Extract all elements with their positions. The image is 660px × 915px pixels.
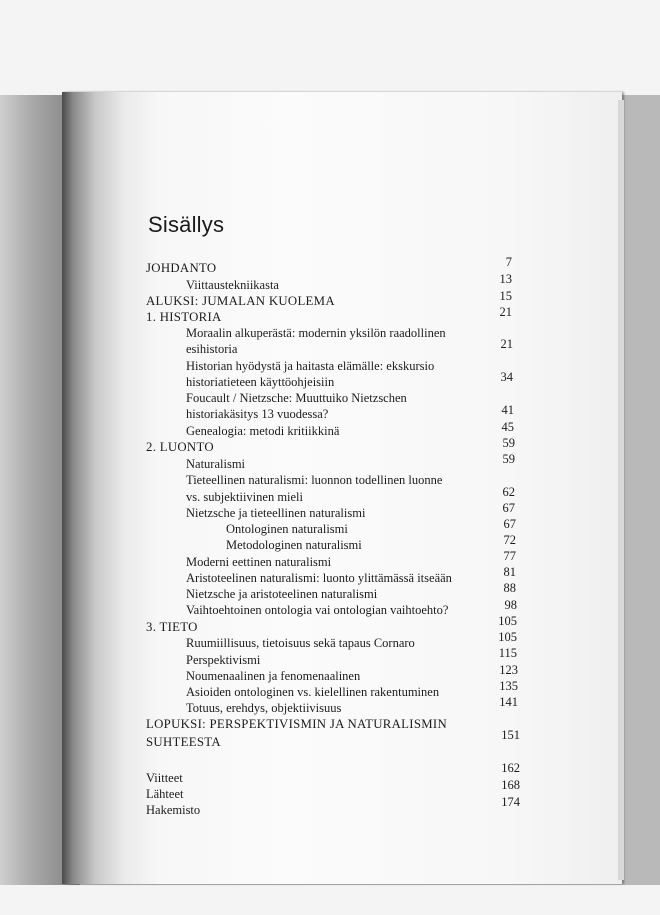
toc-entry-aluksi: ALUKSI: JUMALAN KUOLEMA bbox=[146, 294, 335, 308]
toc-entry-hakemisto: Hakemisto bbox=[146, 803, 201, 817]
toc-entry-foucault-line2: historiakäsitys 13 vuodessa? bbox=[186, 407, 329, 421]
toc-page-number: 72 bbox=[503, 533, 516, 547]
toc-entry-moraalin-line1: Moraalin alkuperästä: modernin yksilön raadollinen bbox=[186, 326, 446, 340]
toc-entry-noumenaalinen: Noumenaalinen ja fenomenaalinen bbox=[186, 669, 361, 683]
toc-entry-aristoteelinen: Aristoteelinen naturalismi: luonto ylittämässä itseään bbox=[186, 571, 452, 585]
toc-page-number: 168 bbox=[501, 778, 520, 792]
toc-page-number: 105 bbox=[498, 614, 517, 628]
toc-page-number: 141 bbox=[499, 695, 518, 709]
toc-page-number: 59 bbox=[502, 452, 515, 466]
toc-page-number: 77 bbox=[503, 549, 516, 563]
toc-entry-historian-line2: historiatieteen käyttöohjeisiin bbox=[186, 375, 335, 389]
toc-entry-tieto: 3. TIETO bbox=[146, 620, 198, 634]
toc-page-number: 67 bbox=[503, 517, 516, 531]
toc-page-number: 162 bbox=[501, 761, 520, 775]
toc-entry-viittaustekniikasta: Viittaustekniikasta bbox=[186, 278, 279, 292]
toc-page-number: 98 bbox=[504, 598, 517, 612]
toc-page-number: 13 bbox=[499, 272, 512, 286]
toc-page-number: 135 bbox=[499, 679, 518, 693]
toc-entry-lopuksi-line1: LOPUKSI: PERSPEKTIVISMIN JA NATURALISMIN bbox=[146, 717, 448, 731]
toc-entry-nietzsche-aristoteelinen: Nietzsche ja aristoteelinen naturalismi bbox=[186, 587, 378, 601]
toc-entry-moderni-eettinen: Moderni eettinen naturalismi bbox=[186, 555, 332, 569]
page-edge bbox=[618, 100, 624, 880]
toc-entry-lopuksi-line2: SUHTEESTA bbox=[146, 735, 221, 749]
toc-entry-perspektivismi: Perspektivismi bbox=[186, 653, 261, 667]
toc-entry-johdanto: JOHDANTO bbox=[146, 261, 217, 275]
toc-entry-totuus: Totuus, erehdys, objektiivisuus bbox=[186, 701, 342, 715]
toc-entry-ontologinen: Ontologinen naturalismi bbox=[226, 522, 348, 536]
toc-page-number: 67 bbox=[502, 501, 515, 515]
toc-entry-genealogia: Genealogia: metodi kritiikkinä bbox=[186, 424, 340, 438]
toc-entry-nietzsche-tieteellinen: Nietzsche ja tieteellinen naturalismi bbox=[186, 506, 366, 520]
toc-entry-tieteellinen-line1: Tieteellinen naturalismi: luonnon todellinen luonne bbox=[186, 473, 443, 487]
toc-entry-tieteellinen-line2: vs. subjektiivinen mieli bbox=[186, 490, 304, 504]
page-title: Sisällys bbox=[148, 212, 225, 237]
toc-page-number: 151 bbox=[501, 728, 520, 742]
toc-entry-historia: 1. HISTORIA bbox=[146, 310, 222, 324]
toc-page-number: 62 bbox=[502, 485, 515, 499]
toc-entry-ruumiillisuus: Ruumiillisuus, tietoisuus sekä tapaus Cornaro bbox=[186, 636, 415, 650]
scan-background-bottom bbox=[0, 885, 660, 915]
toc-page-number: 81 bbox=[503, 565, 516, 579]
toc-entry-naturalismi: Naturalismi bbox=[186, 457, 246, 471]
toc-entry-luonto: 2. LUONTO bbox=[146, 440, 214, 454]
toc-page-number: 21 bbox=[499, 305, 512, 319]
book-page bbox=[62, 92, 622, 884]
toc-page-number: 174 bbox=[501, 795, 520, 809]
toc-page-number: 59 bbox=[502, 436, 515, 450]
toc-page-number: 88 bbox=[503, 581, 516, 595]
toc-page-number: 21 bbox=[500, 337, 513, 351]
toc-entry-foucault-line1: Foucault / Nietzsche: Muuttuiko Nietzschen bbox=[186, 391, 407, 405]
toc-page-number: 15 bbox=[499, 289, 512, 303]
toc-page-number: 115 bbox=[498, 646, 517, 660]
toc-entry-metodologinen: Metodologinen naturalismi bbox=[226, 538, 362, 552]
toc-entry-viitteet: Viitteet bbox=[146, 771, 183, 785]
toc-entry-vaihtoehtoinen: Vaihtoehtoinen ontologia vai ontologian vaihtoehto? bbox=[186, 603, 449, 617]
toc-entry-historian-line1: Historian hyödystä ja haitasta elämälle: ekskursio bbox=[186, 359, 435, 373]
toc-page-number: 45 bbox=[501, 420, 514, 434]
toc-page-number: 7 bbox=[505, 255, 512, 269]
toc-page-number: 41 bbox=[501, 403, 514, 417]
toc-entry-lahteet: Lähteet bbox=[146, 787, 184, 801]
toc-page-number: 123 bbox=[499, 663, 518, 677]
toc-entry-asioiden: Asioiden ontologinen vs. kielellinen rakentuminen bbox=[186, 685, 440, 699]
scan-background-top bbox=[0, 0, 660, 95]
toc-page-number: 34 bbox=[500, 370, 513, 384]
toc-page-number: 105 bbox=[498, 630, 517, 644]
toc-entry-moraalin-line2: esihistoria bbox=[186, 342, 238, 356]
